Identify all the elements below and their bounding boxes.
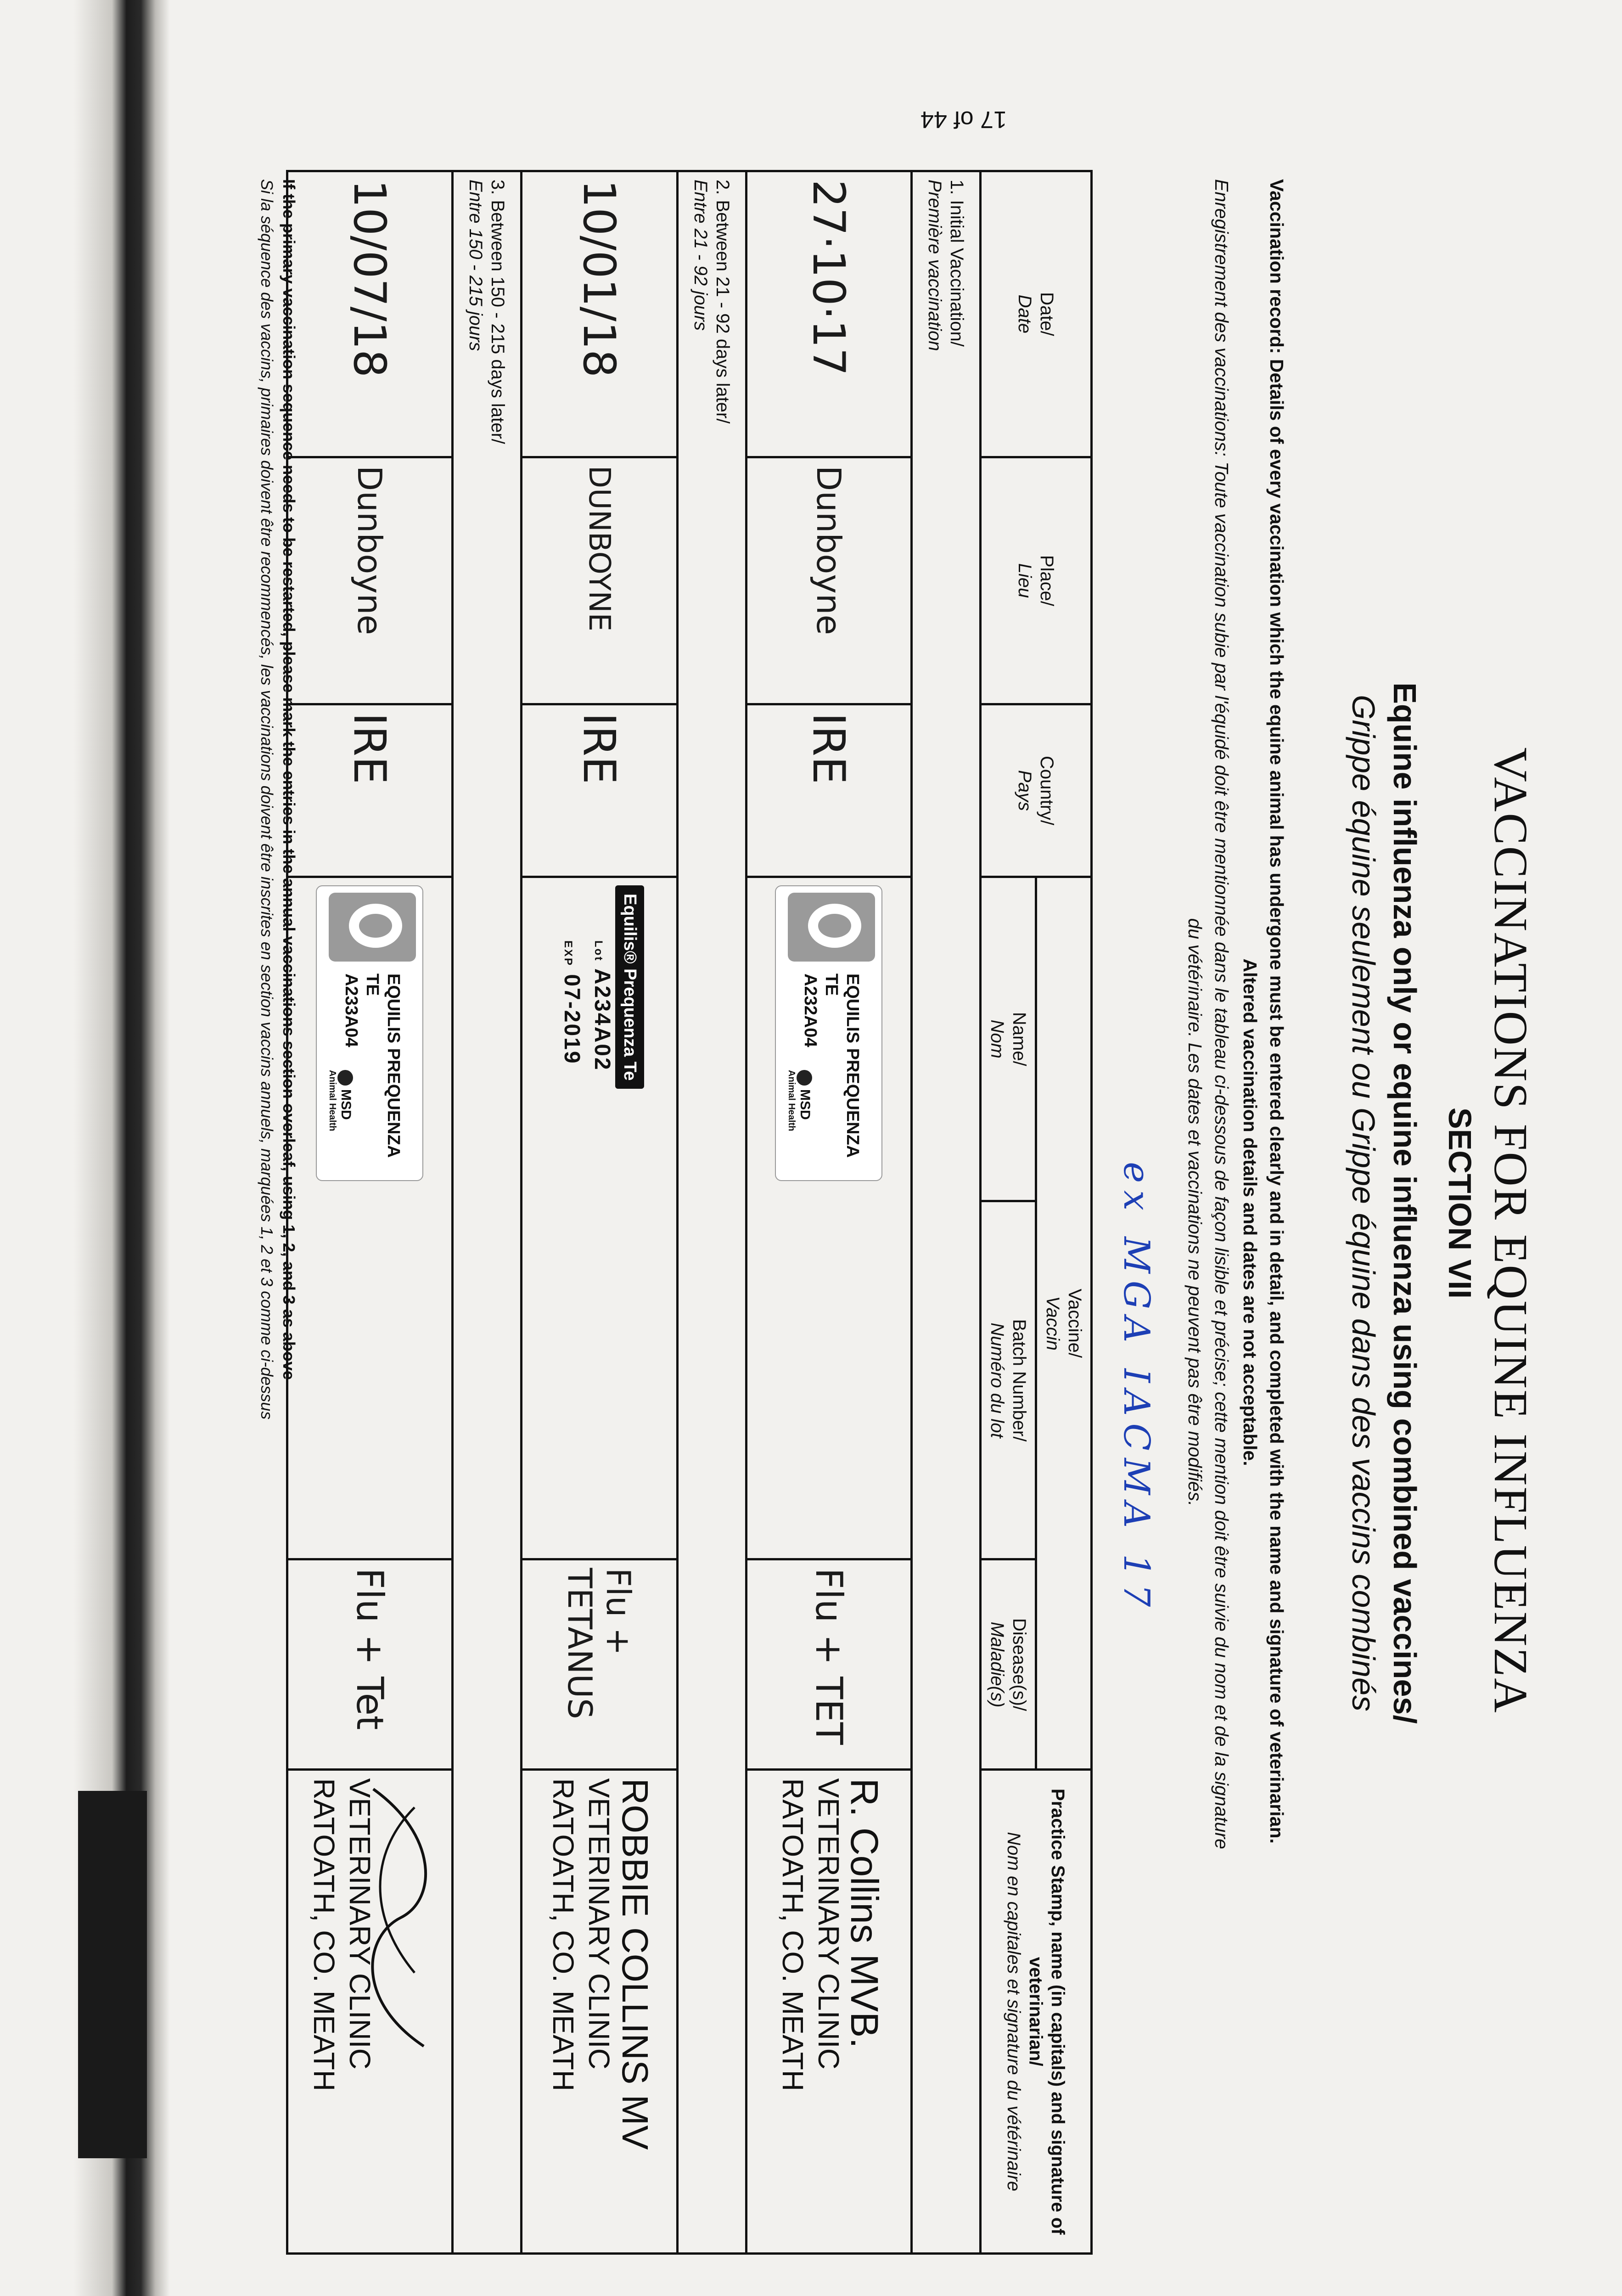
sticker-lot-label: Lot	[592, 940, 605, 962]
row-1-stamp-clinic: VETERINARY CLINIC	[812, 1778, 846, 2070]
header-batch	[981, 1201, 1036, 1559]
record-note-fr-line2: du vétérinaire. Les dates et vaccinations ne peuvent pas être modifiés.	[1184, 918, 1206, 1507]
record-note-en-line1: Vaccination record: Details of every vaccination which the equine animal has undergone must be entered clearly and in detail, and completed with the name and signature of veterinarian.	[1266, 179, 1287, 1844]
section-title: SECTION VII	[1442, 1107, 1478, 1299]
header-stamp-label-fr: Nom en capitales et signature du vétérinaire	[1004, 1832, 1024, 2192]
record-note-en-line2: Altered vaccination details and dates are not acceptable.	[1240, 958, 1261, 1466]
row-3-country: IRE	[287, 704, 453, 877]
row-1-label	[912, 171, 981, 2254]
record-note-fr	[1182, 179, 1235, 2245]
sticker-product: EQUILIS PREQUENZA TE	[822, 974, 863, 1157]
row-3-disease: Flu + Tet	[287, 1559, 453, 1770]
scan-shadow-bar	[78, 1791, 147, 2158]
header-place-label: Place/	[1037, 555, 1057, 607]
page-number: 17 of 44	[920, 106, 1007, 133]
header-disease-label: Disease(s)/	[1009, 1618, 1029, 1711]
signature-scribble	[350, 1780, 442, 2055]
header-name-label: Name/	[1009, 1012, 1029, 1066]
row-3-label	[453, 171, 522, 2254]
row-3-stamp	[287, 1770, 453, 2254]
q-logo-icon	[329, 893, 416, 962]
row-2-date: 10/01/18	[522, 171, 678, 457]
header-place-label-fr: Lieu	[1015, 563, 1035, 598]
sticker-product: EQUILIS PREQUENZA TE	[363, 974, 404, 1157]
header-stamp-label: Practice Stamp, name (in capitals) and signature of veterinarian/	[1026, 1789, 1068, 2235]
header-vaccine	[1036, 877, 1092, 1770]
row-3-place: Dunboyne	[287, 457, 453, 704]
row-2-place: DUNBOYNE	[522, 457, 678, 704]
sticker-exp: 07-2019	[560, 974, 584, 1065]
header-disease-label-fr: Maladie(s)	[987, 1621, 1007, 1708]
sticker-batch: A232A04	[801, 974, 820, 1047]
header-name	[981, 877, 1036, 1201]
row-3-stamp-clinic: VETERINARY CLINIC	[343, 1778, 377, 2070]
row-1-label-en: 1. Initial Vaccination/	[947, 180, 967, 347]
rotated-page	[253, 152, 1538, 2255]
sticker-batch: A233A04	[342, 974, 361, 1047]
footer-fr: Si la séquence des vaccins, primaires doivent être recommencés, les vaccinations doivent être inscrites en section vaccins annuels, marquées 1, 2 et 3 comme ci-dessus	[258, 179, 276, 1420]
header-country	[981, 704, 1092, 877]
row-3-date: 10/07/18	[287, 171, 453, 457]
vaccine-sticker	[775, 885, 883, 1181]
msd-name: MSD	[338, 1089, 354, 1120]
subtitle-fr: Grippe équine seulement ou Grippe équine dans des vaccins combinés	[1346, 694, 1381, 1712]
msd-logo	[786, 1070, 813, 1131]
row-2-stamp-address: RATOATH, CO. MEATH	[547, 1778, 580, 2091]
msd-icon	[797, 1070, 812, 1086]
row-3-label-en: 3. Between 150 - 215 days later/	[488, 180, 508, 444]
row-2-label-fr: Entre 21 - 92 jours	[690, 180, 711, 331]
msd-icon	[337, 1070, 353, 1086]
row-1-stamp-name: R. Collins MVB.	[843, 1778, 887, 2048]
header-vaccine-label: Vaccine/	[1065, 1289, 1085, 1358]
header-country-label: Country/	[1037, 755, 1057, 826]
row-2-label	[678, 171, 746, 2254]
row-1-date: 27·10·17	[746, 171, 912, 457]
msd-logo	[327, 1070, 354, 1131]
row-1-vaccine-label	[746, 877, 912, 1559]
vaccination-table	[286, 170, 1093, 2255]
row-1-stamp	[746, 1770, 912, 2254]
q-logo-icon	[788, 893, 876, 962]
header-country-label-fr: Pays	[1015, 770, 1035, 811]
row-3-stamp-address: RATOATH, CO. MEATH	[308, 1778, 341, 2091]
row-1-label-fr: Première vaccination	[925, 180, 945, 351]
sticker-lot	[555, 940, 615, 1551]
row-2-disease: Flu + TETANUS	[522, 1559, 678, 1770]
header-date-label-fr: Date	[1015, 294, 1035, 334]
sticker-exp-label: EXP	[562, 940, 574, 967]
handwritten-note: ex MGA IACMA 17	[1116, 1162, 1157, 1615]
msd-name: MSD	[797, 1089, 813, 1120]
footer-en: If the primary vaccination sequence needs to be restarted, please mark the entries in the annual vaccinations section overleaf, using 1, 2, and 3 as above	[280, 179, 298, 1380]
record-note-en	[1237, 179, 1290, 2245]
document-title: VACCINATIONS FOR EQUINE INFLUENZA	[1484, 747, 1537, 1714]
sticker-product-black: Equilis® Prequenza Te	[615, 885, 644, 1089]
row-1-country: IRE	[746, 704, 912, 877]
row-1-place: Dunboyne	[746, 457, 912, 704]
row-3-vaccine-label	[287, 877, 453, 1559]
header-date-label: Date/	[1037, 292, 1057, 336]
row-2-vaccine-label	[522, 877, 678, 1559]
row-2-label-en: 2. Between 21 - 92 days later/	[713, 180, 733, 424]
header-vaccine-label-fr: Vaccin	[1043, 1296, 1063, 1351]
row-1-stamp-address: RATOATH, CO. MEATH	[776, 1778, 810, 2091]
msd-sub: Animal Health	[327, 1070, 338, 1131]
header-disease	[981, 1559, 1036, 1770]
header-batch-label: Batch Number/	[1009, 1319, 1029, 1442]
row-2-country: IRE	[522, 704, 678, 877]
msd-sub: Animal Health	[786, 1070, 797, 1131]
row-2-stamp	[522, 1770, 678, 2254]
record-note-fr-line1: Enregistrement des vaccinations: Toute vaccination subie par l'équidé doit être mentionnée dans le tableau ci-dessous de façon lisible et précise; cette mention doit être suivie du nom et de la signature	[1211, 179, 1232, 1849]
header-date	[981, 171, 1092, 457]
row-2-stamp-name: ROBBIE COLLINS MV	[615, 1778, 656, 2150]
row-2-stamp-clinic: VETERINARY CLINIC	[583, 1778, 616, 2070]
row-3-label-fr: Entre 150 - 215 jours	[466, 180, 486, 351]
header-name-label-fr: Nom	[987, 1019, 1007, 1058]
subtitle-en: Equine influenza only or equine influenza using combined vaccines/	[1387, 682, 1423, 1724]
header-batch-label-fr: Numéro du lot	[987, 1322, 1007, 1438]
header-stamp	[981, 1770, 1092, 2254]
row-1-disease: Flu + TET	[746, 1559, 912, 1770]
vaccine-sticker	[316, 885, 424, 1181]
sticker-batch: A234A02	[590, 968, 614, 1071]
header-place	[981, 457, 1092, 704]
